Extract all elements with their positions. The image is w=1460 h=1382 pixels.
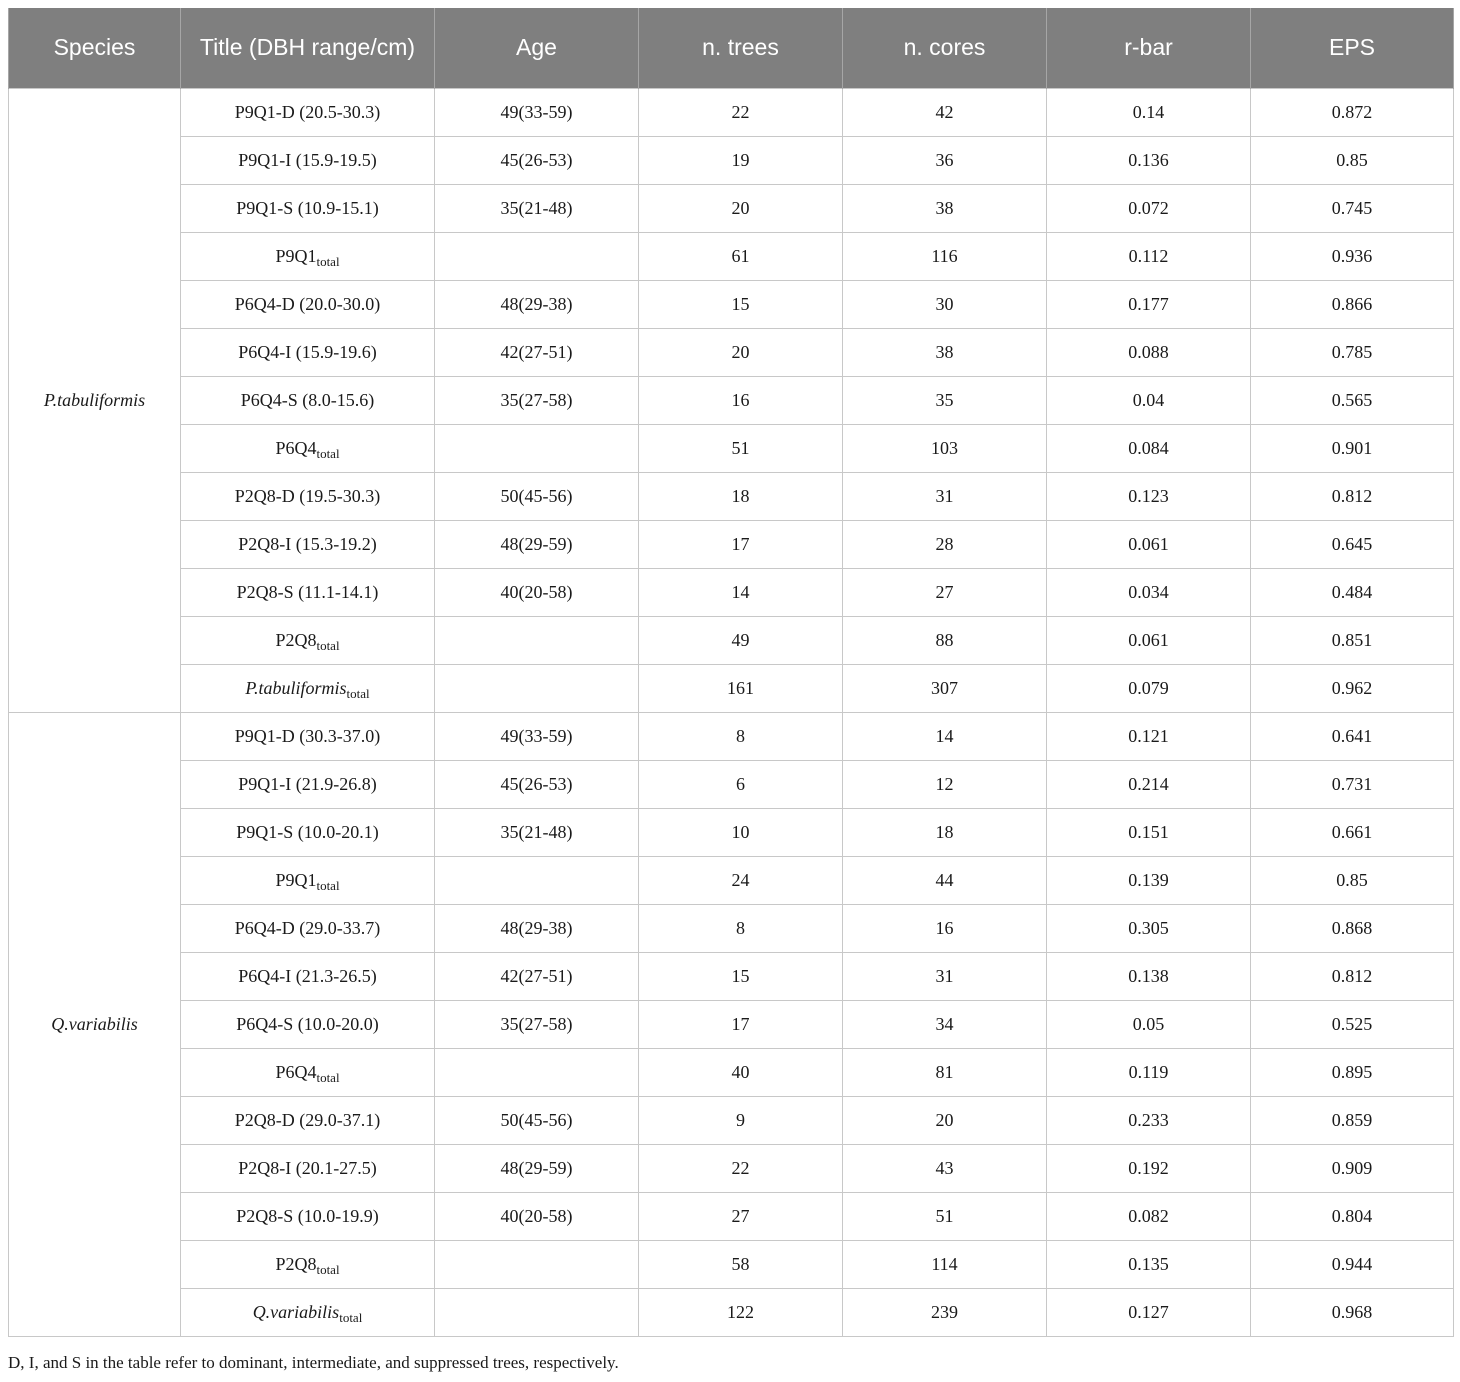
r-bar-cell: 0.214 (1047, 760, 1251, 808)
n-cores-cell: 35 (843, 376, 1047, 424)
age-cell: 35(27-58) (435, 376, 639, 424)
table-header (9, 8, 1454, 88)
age-cell: 48(29-38) (435, 904, 639, 952)
age-cell: 48(29-59) (435, 520, 639, 568)
title-cell (181, 1240, 435, 1288)
r-bar-cell: 0.305 (1047, 904, 1251, 952)
n-cores-cell: 36 (843, 136, 1047, 184)
age-cell (435, 424, 639, 472)
header-row (9, 8, 1454, 88)
table-row (9, 1144, 1454, 1192)
column-header-r-bar: r-bar (1047, 8, 1251, 88)
n-cores-cell: 34 (843, 1000, 1047, 1048)
r-bar-cell: 0.121 (1047, 712, 1251, 760)
age-cell (435, 1288, 639, 1336)
title-subscript: total (316, 253, 340, 269)
age-cell (435, 1240, 639, 1288)
r-bar-cell: 0.05 (1047, 1000, 1251, 1048)
age-cell (435, 856, 639, 904)
column-header-n-cores: n. cores (843, 8, 1047, 88)
age-cell: 42(27-51) (435, 328, 639, 376)
age-cell: 35(21-48) (435, 808, 639, 856)
r-bar-cell: 0.084 (1047, 424, 1251, 472)
title-cell: P6Q4-I (21.3-26.5) (181, 952, 435, 1000)
table-row (9, 1048, 1454, 1096)
r-bar-cell: 0.04 (1047, 376, 1251, 424)
n-cores-cell: 18 (843, 808, 1047, 856)
age-cell: 48(29-59) (435, 1144, 639, 1192)
table-row (9, 328, 1454, 376)
n-trees-cell: 17 (639, 520, 843, 568)
n-trees-cell: 61 (639, 232, 843, 280)
n-cores-cell: 20 (843, 1096, 1047, 1144)
table-row (9, 376, 1454, 424)
r-bar-cell: 0.034 (1047, 568, 1251, 616)
n-trees-cell: 15 (639, 280, 843, 328)
r-bar-cell: 0.072 (1047, 184, 1251, 232)
age-cell: 50(45-56) (435, 472, 639, 520)
n-trees-cell: 6 (639, 760, 843, 808)
n-cores-cell: 307 (843, 664, 1047, 712)
n-cores-cell: 42 (843, 88, 1047, 136)
table-row (9, 808, 1454, 856)
n-trees-cell: 122 (639, 1288, 843, 1336)
n-trees-cell: 8 (639, 712, 843, 760)
column-header-species: Species (9, 8, 181, 88)
eps-cell: 0.968 (1251, 1288, 1454, 1336)
title-cell (181, 616, 435, 664)
eps-cell: 0.745 (1251, 184, 1454, 232)
r-bar-cell: 0.127 (1047, 1288, 1251, 1336)
title-cell (181, 1288, 435, 1336)
species-cell: Q.variabilis (9, 712, 181, 1336)
title-cell: P6Q4-I (15.9-19.6) (181, 328, 435, 376)
n-trees-cell: 18 (639, 472, 843, 520)
n-trees-cell: 40 (639, 1048, 843, 1096)
column-header-title: Title (DBH range/cm) (181, 8, 435, 88)
column-header-n-trees: n. trees (639, 8, 843, 88)
table-footnote: D, I, and S in the table refer to dominant, intermediate, and suppressed trees, respectively. (8, 1353, 619, 1372)
n-trees-cell: 15 (639, 952, 843, 1000)
n-trees-cell: 24 (639, 856, 843, 904)
n-cores-cell: 27 (843, 568, 1047, 616)
title-cell: P6Q4-S (10.0-20.0) (181, 1000, 435, 1048)
table-row (9, 1240, 1454, 1288)
age-cell: 48(29-38) (435, 280, 639, 328)
age-cell (435, 232, 639, 280)
r-bar-cell: 0.088 (1047, 328, 1251, 376)
r-bar-cell: 0.192 (1047, 1144, 1251, 1192)
n-trees-cell: 10 (639, 808, 843, 856)
title-subscript: total (316, 1261, 340, 1277)
title-base: P9Q1 (275, 245, 317, 266)
n-trees-cell: 16 (639, 376, 843, 424)
n-cores-cell: 44 (843, 856, 1047, 904)
age-cell: 35(27-58) (435, 1000, 639, 1048)
column-header-age: Age (435, 8, 639, 88)
eps-cell: 0.901 (1251, 424, 1454, 472)
table-row (9, 616, 1454, 664)
table-row (9, 1288, 1454, 1336)
eps-cell: 0.785 (1251, 328, 1454, 376)
age-cell: 40(20-58) (435, 1192, 639, 1240)
age-cell: 40(20-58) (435, 568, 639, 616)
title-cell: P9Q1-D (30.3-37.0) (181, 712, 435, 760)
n-trees-cell: 8 (639, 904, 843, 952)
n-cores-cell: 88 (843, 616, 1047, 664)
n-cores-cell: 116 (843, 232, 1047, 280)
title-cell (181, 1048, 435, 1096)
n-trees-cell: 9 (639, 1096, 843, 1144)
title-cell: P2Q8-I (20.1-27.5) (181, 1144, 435, 1192)
title-subscript: total (316, 637, 340, 653)
age-cell: 49(33-59) (435, 712, 639, 760)
r-bar-cell: 0.079 (1047, 664, 1251, 712)
title-cell: P9Q1-S (10.0-20.1) (181, 808, 435, 856)
table-row (9, 760, 1454, 808)
r-bar-cell: 0.135 (1047, 1240, 1251, 1288)
table-row (9, 664, 1454, 712)
n-cores-cell: 14 (843, 712, 1047, 760)
age-cell (435, 664, 639, 712)
n-cores-cell: 30 (843, 280, 1047, 328)
eps-cell: 0.645 (1251, 520, 1454, 568)
title-cell (181, 424, 435, 472)
table-row (9, 520, 1454, 568)
r-bar-cell: 0.061 (1047, 616, 1251, 664)
title-base: P6Q4 (275, 1061, 317, 1082)
n-cores-cell: 38 (843, 328, 1047, 376)
eps-cell: 0.868 (1251, 904, 1454, 952)
table-row (9, 568, 1454, 616)
eps-cell: 0.565 (1251, 376, 1454, 424)
age-cell: 49(33-59) (435, 88, 639, 136)
title-cell (181, 664, 435, 712)
n-cores-cell: 31 (843, 472, 1047, 520)
r-bar-cell: 0.119 (1047, 1048, 1251, 1096)
title-cell (181, 232, 435, 280)
title-subscript: total (316, 1069, 340, 1085)
age-cell (435, 1048, 639, 1096)
table-row (9, 88, 1454, 136)
title-cell: P2Q8-D (19.5-30.3) (181, 472, 435, 520)
table-row (9, 232, 1454, 280)
table-row (9, 904, 1454, 952)
eps-cell: 0.859 (1251, 1096, 1454, 1144)
eps-cell: 0.944 (1251, 1240, 1454, 1288)
title-subscript: total (339, 1309, 363, 1325)
title-base: Q.variabilis (252, 1301, 340, 1322)
column-header-eps: EPS (1251, 8, 1454, 88)
title-base: P9Q1 (275, 869, 317, 890)
eps-cell: 0.812 (1251, 952, 1454, 1000)
n-cores-cell: 239 (843, 1288, 1047, 1336)
table-row (9, 424, 1454, 472)
title-base: P2Q8 (275, 1253, 317, 1274)
eps-cell: 0.85 (1251, 136, 1454, 184)
n-cores-cell: 38 (843, 184, 1047, 232)
table-row (9, 280, 1454, 328)
eps-cell: 0.872 (1251, 88, 1454, 136)
eps-cell: 0.812 (1251, 472, 1454, 520)
r-bar-cell: 0.177 (1047, 280, 1251, 328)
table-row (9, 856, 1454, 904)
n-cores-cell: 31 (843, 952, 1047, 1000)
eps-cell: 0.866 (1251, 280, 1454, 328)
species-cell: P.tabuliformis (9, 88, 181, 712)
r-bar-cell: 0.112 (1047, 232, 1251, 280)
eps-cell: 0.641 (1251, 712, 1454, 760)
dendro-stats-table (8, 8, 1454, 1337)
title-cell: P2Q8-D (29.0-37.1) (181, 1096, 435, 1144)
n-trees-cell: 161 (639, 664, 843, 712)
title-cell: P2Q8-S (11.1-14.1) (181, 568, 435, 616)
n-cores-cell: 51 (843, 1192, 1047, 1240)
table-row (9, 1000, 1454, 1048)
eps-cell: 0.661 (1251, 808, 1454, 856)
table-body (9, 88, 1454, 1336)
n-trees-cell: 49 (639, 616, 843, 664)
title-cell: P6Q4-D (29.0-33.7) (181, 904, 435, 952)
title-cell: P9Q1-I (15.9-19.5) (181, 136, 435, 184)
eps-cell: 0.731 (1251, 760, 1454, 808)
r-bar-cell: 0.151 (1047, 808, 1251, 856)
table-row (9, 184, 1454, 232)
table-row (9, 712, 1454, 760)
n-cores-cell: 12 (843, 760, 1047, 808)
title-subscript: total (316, 445, 340, 461)
n-trees-cell: 20 (639, 184, 843, 232)
table-row (9, 472, 1454, 520)
age-cell: 42(27-51) (435, 952, 639, 1000)
table-row (9, 952, 1454, 1000)
eps-cell: 0.484 (1251, 568, 1454, 616)
title-subscript: total (346, 685, 370, 701)
n-trees-cell: 58 (639, 1240, 843, 1288)
age-cell (435, 616, 639, 664)
age-cell: 50(45-56) (435, 1096, 639, 1144)
title-cell: P2Q8-I (15.3-19.2) (181, 520, 435, 568)
n-cores-cell: 16 (843, 904, 1047, 952)
eps-cell: 0.85 (1251, 856, 1454, 904)
n-trees-cell: 27 (639, 1192, 843, 1240)
r-bar-cell: 0.139 (1047, 856, 1251, 904)
r-bar-cell: 0.061 (1047, 520, 1251, 568)
eps-cell: 0.909 (1251, 1144, 1454, 1192)
r-bar-cell: 0.082 (1047, 1192, 1251, 1240)
n-cores-cell: 81 (843, 1048, 1047, 1096)
n-trees-cell: 22 (639, 88, 843, 136)
n-cores-cell: 28 (843, 520, 1047, 568)
age-cell: 45(26-53) (435, 136, 639, 184)
eps-cell: 0.895 (1251, 1048, 1454, 1096)
eps-cell: 0.804 (1251, 1192, 1454, 1240)
r-bar-cell: 0.138 (1047, 952, 1251, 1000)
title-cell: P9Q1-D (20.5-30.3) (181, 88, 435, 136)
eps-cell: 0.525 (1251, 1000, 1454, 1048)
table-row (9, 1192, 1454, 1240)
age-cell: 45(26-53) (435, 760, 639, 808)
title-base: P2Q8 (275, 629, 317, 650)
title-cell: P9Q1-S (10.9-15.1) (181, 184, 435, 232)
n-cores-cell: 114 (843, 1240, 1047, 1288)
title-base: P6Q4 (275, 437, 317, 458)
r-bar-cell: 0.14 (1047, 88, 1251, 136)
n-trees-cell: 19 (639, 136, 843, 184)
n-trees-cell: 51 (639, 424, 843, 472)
title-base: P.tabuliformis (245, 677, 347, 698)
table-row (9, 136, 1454, 184)
title-cell: P6Q4-S (8.0-15.6) (181, 376, 435, 424)
eps-cell: 0.851 (1251, 616, 1454, 664)
r-bar-cell: 0.233 (1047, 1096, 1251, 1144)
eps-cell: 0.936 (1251, 232, 1454, 280)
n-cores-cell: 103 (843, 424, 1047, 472)
title-cell: P2Q8-S (10.0-19.9) (181, 1192, 435, 1240)
n-cores-cell: 43 (843, 1144, 1047, 1192)
age-cell: 35(21-48) (435, 184, 639, 232)
table-row (9, 1096, 1454, 1144)
n-trees-cell: 17 (639, 1000, 843, 1048)
r-bar-cell: 0.123 (1047, 472, 1251, 520)
title-cell (181, 856, 435, 904)
title-cell: P9Q1-I (21.9-26.8) (181, 760, 435, 808)
n-trees-cell: 20 (639, 328, 843, 376)
n-trees-cell: 22 (639, 1144, 843, 1192)
title-cell: P6Q4-D (20.0-30.0) (181, 280, 435, 328)
r-bar-cell: 0.136 (1047, 136, 1251, 184)
n-trees-cell: 14 (639, 568, 843, 616)
eps-cell: 0.962 (1251, 664, 1454, 712)
title-subscript: total (316, 877, 340, 893)
